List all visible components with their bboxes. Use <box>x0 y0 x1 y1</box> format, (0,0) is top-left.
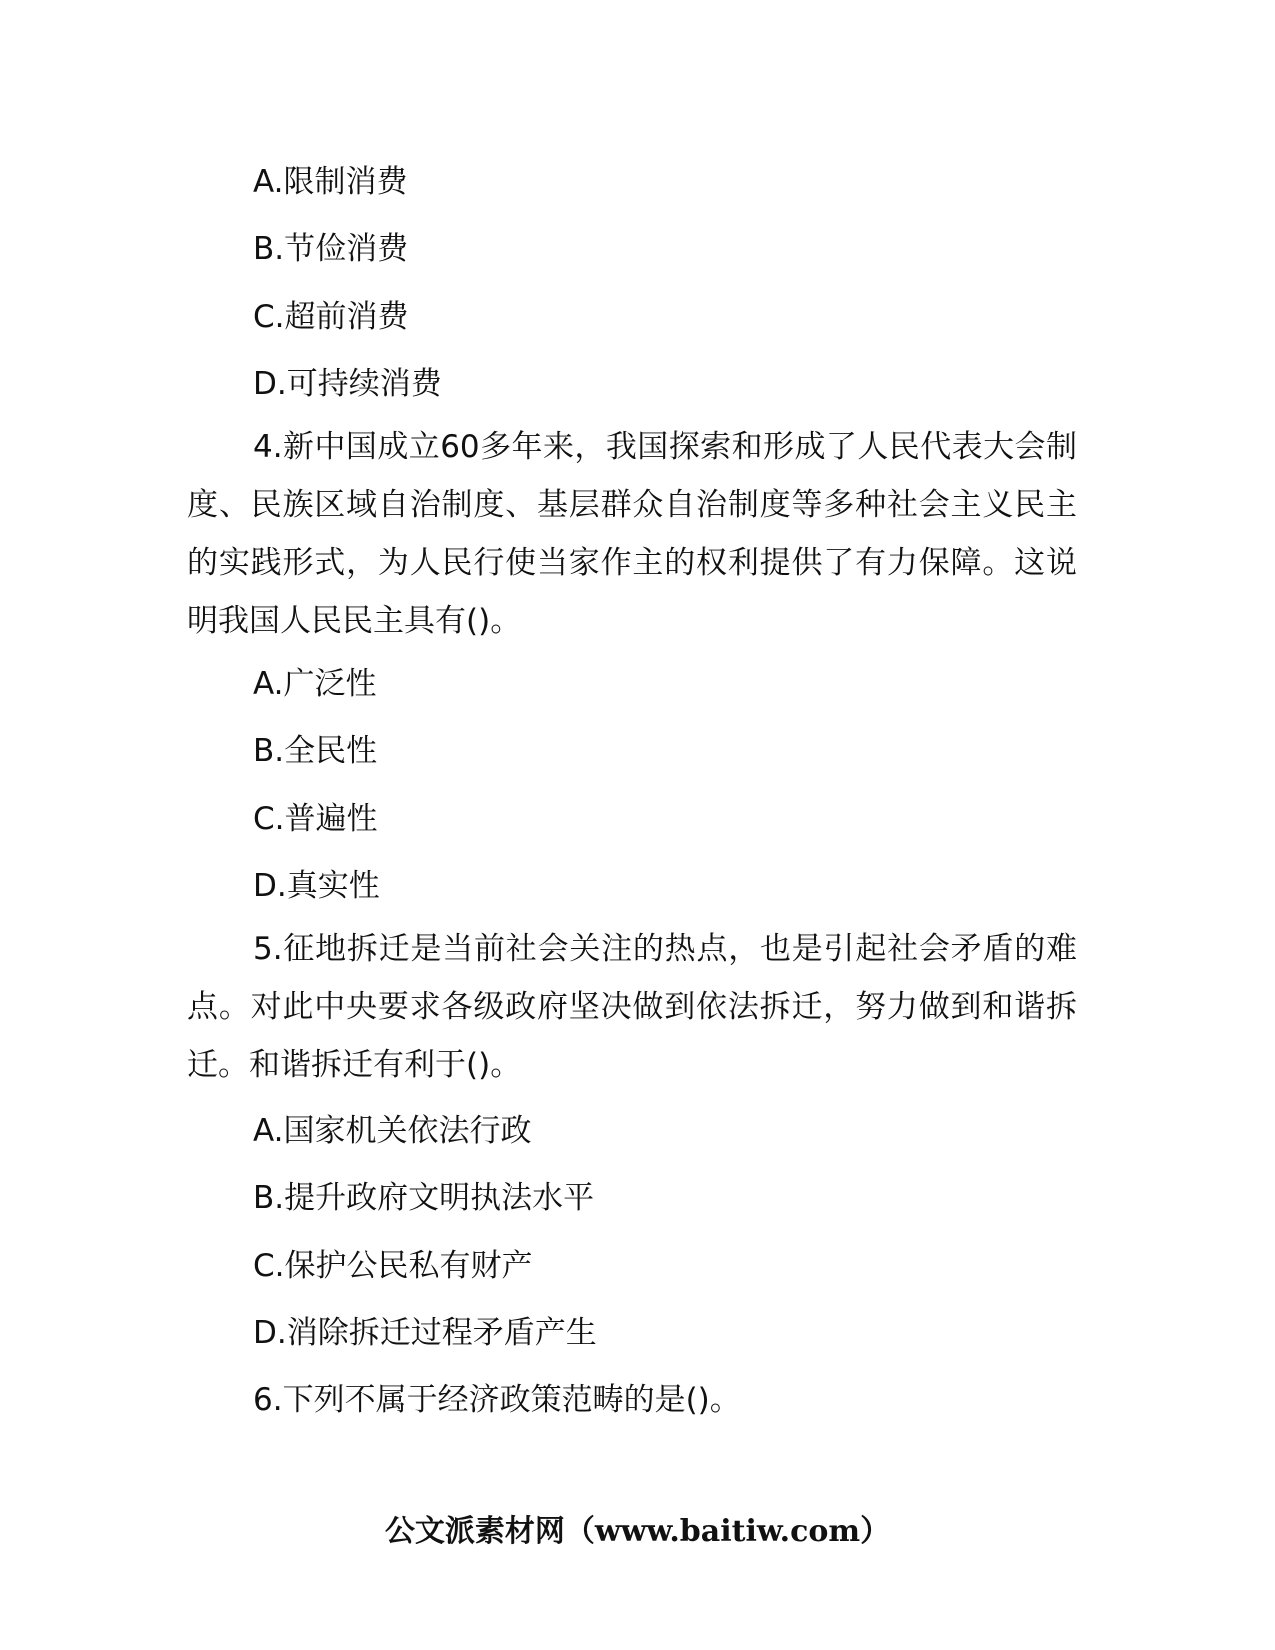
q4-option-b: B.全民性 <box>253 733 378 769</box>
q6-question-text: 6.下列不属于经济政策范畴的是()。 <box>253 1382 741 1418</box>
q3-option-b: B.节俭消费 <box>253 231 409 267</box>
q5-option-b: B.提升政府文明执法水平 <box>253 1180 595 1216</box>
q4-question-text: 4.新中国成立60多年来，我国探索和形成了人民代表大会制度、民族区域自治制度、基层群众自治制度等多种社会主义民主的实践形式，为人民行使当家作主的权利提供了有力保障。这说明我国人民民主具有()。 <box>187 429 1077 639</box>
q3-option-a: A.限制消费 <box>253 164 408 200</box>
q5-option-d: D.消除拆迁过程矛盾产生 <box>253 1315 597 1351</box>
q5-question-text: 5.征地拆迁是当前社会关注的热点，也是引起社会矛盾的难点。对此中央要求各级政府坚决做到依法拆迁，努力做到和谐拆迁。和谐拆迁有利于()。 <box>187 931 1077 1083</box>
q3-option-d: D.可持续消费 <box>253 366 442 402</box>
q3-option-c: C.超前消费 <box>253 299 409 335</box>
q4-option-d: D.真实性 <box>253 868 380 904</box>
q5-option-c: C.保护公民私有财产 <box>253 1248 533 1284</box>
q4-option-a: A.广泛性 <box>253 666 377 702</box>
q4-option-c: C.普遍性 <box>253 801 378 837</box>
footer-site-credit: 公文派素材网（www.baitiw.com） <box>384 1514 891 1549</box>
q5-option-a: A.国家机关依法行政 <box>253 1113 532 1149</box>
